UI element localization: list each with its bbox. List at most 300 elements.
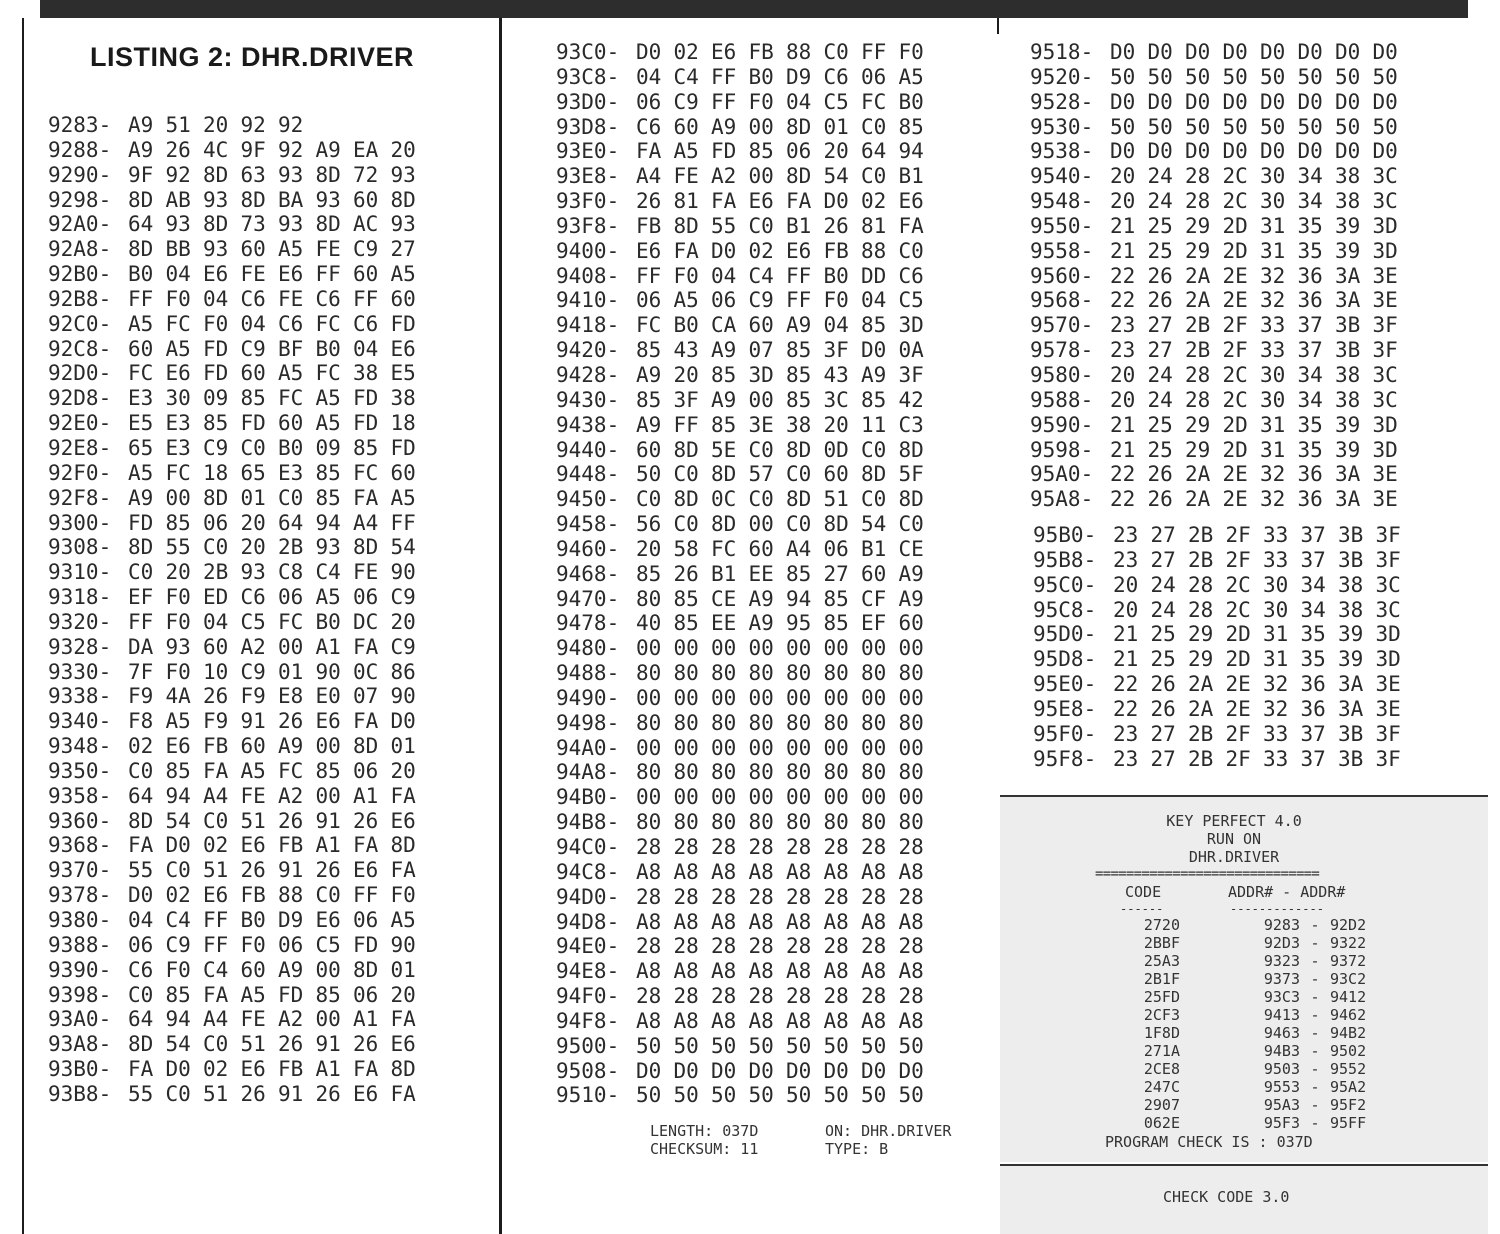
hex-byte: 00 — [748, 387, 774, 412]
hex-byte: 20 — [1110, 189, 1136, 214]
hex-byte: B1 — [786, 213, 812, 238]
hex-byte: A9 — [278, 734, 304, 759]
row-address: 95B8- — [1033, 547, 1097, 572]
hex-byte: FC — [711, 536, 737, 561]
hex-byte: 3B — [1335, 313, 1361, 338]
hex-row — [48, 535, 428, 560]
hex-row — [1030, 388, 1410, 413]
hex-row — [48, 759, 428, 784]
hex-byte: D0 — [128, 883, 154, 908]
hex-byte: C0 — [673, 512, 699, 537]
row-address: 9578- — [1030, 338, 1094, 363]
code-column-header: CODE — [1125, 883, 1162, 901]
hex-byte: 3D — [1372, 213, 1398, 238]
hex-byte: C0 — [748, 437, 774, 462]
hex-byte: 32 — [1260, 288, 1286, 313]
hex-byte: A1 — [353, 1007, 379, 1032]
hex-byte: F0 — [165, 957, 191, 982]
hex-byte: 22 — [1110, 263, 1136, 288]
hex-byte: 33 — [1260, 338, 1286, 363]
row-address: 93A0- — [48, 1007, 112, 1032]
hex-byte: 50 — [1335, 64, 1361, 89]
hex-byte: F0 — [240, 932, 266, 957]
hex-byte: 80 — [823, 760, 849, 785]
hex-byte: 2B — [1188, 721, 1214, 746]
hex-byte: 33 — [1263, 523, 1289, 547]
hex-row — [48, 212, 428, 237]
hex-byte: 8D — [711, 512, 737, 537]
hex-byte: 28 — [1185, 387, 1211, 412]
hex-byte: 00 — [636, 685, 662, 710]
hex-byte: 8D — [128, 187, 154, 212]
hex-byte: 26 — [1150, 696, 1176, 721]
hex-byte: 85 — [165, 982, 191, 1007]
hex-byte: C4 — [673, 64, 699, 89]
hex-byte: 37 — [1300, 721, 1326, 746]
hex-byte: 80 — [898, 661, 924, 686]
hex-byte: 02 — [673, 40, 699, 64]
hex-byte: 81 — [673, 189, 699, 214]
hex-byte: 85 — [673, 586, 699, 611]
hex-byte: 51 — [823, 487, 849, 512]
hex-byte: 2D — [1225, 622, 1251, 647]
hex-byte: 00 — [315, 783, 341, 808]
addr-column-header: ADDR# - ADDR# — [1228, 883, 1346, 901]
hex-byte: 3E — [1375, 696, 1401, 721]
hex-byte: FE — [240, 783, 266, 808]
row-address: 9388- — [48, 932, 112, 957]
hex-byte: 64 — [861, 139, 887, 164]
hex-byte: FC — [278, 609, 304, 634]
hex-byte: 2A — [1188, 696, 1214, 721]
hex-byte: 3C — [1372, 164, 1398, 189]
row-address: 95D8- — [1033, 647, 1097, 672]
hex-row — [556, 40, 936, 65]
hex-byte: 4A — [165, 684, 191, 709]
hex-byte: 00 — [748, 512, 774, 537]
hex-byte: 04 — [165, 262, 191, 287]
hex-row — [556, 288, 936, 313]
hex-byte: 0D — [823, 437, 849, 462]
hex-byte: A8 — [673, 909, 699, 934]
hex-byte: A8 — [861, 909, 887, 934]
hex-byte: 2D — [1222, 412, 1248, 437]
hex-byte: FC — [636, 313, 662, 338]
hex-byte: 27 — [1150, 721, 1176, 746]
hex-byte: 60 — [390, 286, 416, 311]
hex-row — [48, 188, 428, 213]
hex-byte: 2C — [1222, 362, 1248, 387]
hex-byte: 00 — [315, 957, 341, 982]
hex-row — [48, 958, 428, 983]
addr-to: 94B2 — [1330, 1024, 1367, 1042]
hex-row — [556, 885, 936, 910]
hex-byte: E6 — [315, 908, 341, 932]
addr-to: 9322 — [1330, 934, 1367, 952]
hex-byte: C0 — [861, 164, 887, 189]
hex-byte: E6 — [203, 883, 229, 908]
hex-row — [1033, 722, 1413, 747]
hex-byte: C5 — [898, 288, 924, 313]
hex-byte: FE — [240, 1007, 266, 1032]
hex-byte: F0 — [165, 609, 191, 634]
hex-byte: 20 — [1110, 362, 1136, 387]
hex-row — [556, 785, 936, 810]
hex-row — [1033, 523, 1413, 548]
key-perfect-row — [1110, 1060, 1488, 1078]
hex-byte: D0 — [786, 1058, 812, 1083]
hex-byte: E8 — [278, 684, 304, 709]
hex-byte: 21 — [1113, 622, 1139, 647]
hex-byte: DA — [128, 634, 154, 659]
addr-from: 95A3 — [1263, 1096, 1300, 1114]
hex-byte: 80 — [898, 760, 924, 785]
hex-byte: 04 — [636, 64, 662, 89]
hex-byte: 25 — [1147, 412, 1173, 437]
addr-to: 93C2 — [1330, 970, 1367, 988]
hex-byte: 3D — [1372, 412, 1398, 437]
hex-byte: C0 — [786, 512, 812, 537]
key-perfect-row — [1110, 916, 1488, 934]
hex-byte: 58 — [673, 536, 699, 561]
hex-byte: 38 — [1338, 597, 1364, 622]
hex-byte: A1 — [315, 1057, 341, 1082]
hex-byte: 30 — [1263, 597, 1289, 622]
hex-byte: 8D — [240, 187, 266, 212]
hex-byte: A5 — [390, 262, 416, 287]
hex-byte: 50 — [636, 462, 662, 487]
hex-row — [48, 709, 428, 734]
hex-byte: E6 — [748, 189, 774, 214]
hex-byte: 50 — [1260, 114, 1286, 139]
hex-byte: 34 — [1297, 189, 1323, 214]
hex-byte: 29 — [1185, 238, 1211, 263]
hex-byte: 25 — [1147, 213, 1173, 238]
hex-byte: A4 — [203, 1007, 229, 1032]
hex-byte: 91 — [278, 1081, 304, 1106]
row-address: 9420- — [556, 338, 620, 363]
hex-byte: 20 — [1113, 572, 1139, 597]
hex-row — [1030, 313, 1410, 338]
hex-byte: A8 — [711, 909, 737, 934]
row-address: 9528- — [1030, 89, 1094, 114]
hex-byte: A8 — [861, 1008, 887, 1033]
hex-row — [1033, 672, 1413, 697]
hex-row — [48, 287, 428, 312]
hex-byte: 28 — [748, 934, 774, 959]
hex-byte: A2 — [278, 1007, 304, 1032]
hex-byte: 80 — [786, 710, 812, 735]
hex-row — [1030, 40, 1410, 65]
hex-byte: D0 — [636, 1058, 662, 1083]
hex-byte: 26 — [353, 808, 379, 833]
hex-byte: 63 — [240, 162, 266, 187]
hex-byte: FD — [390, 435, 416, 460]
hex-byte: 28 — [861, 934, 887, 959]
hex-byte: A5 — [315, 386, 341, 411]
hex-byte: 80 — [786, 661, 812, 686]
hex-byte: FB — [636, 213, 662, 238]
hex-byte: 3C — [1372, 362, 1398, 387]
hex-byte: 06 — [353, 982, 379, 1007]
hex-byte: 28 — [711, 934, 737, 959]
hex-byte: 2D — [1222, 437, 1248, 462]
hex-row — [1030, 363, 1410, 388]
hex-byte: E6 — [315, 709, 341, 734]
hex-byte: C0 — [786, 462, 812, 487]
hex-byte: 26 — [203, 684, 229, 709]
hex-byte: C0 — [165, 858, 191, 883]
row-address: 9468- — [556, 561, 620, 586]
hex-byte: 02 — [203, 1057, 229, 1082]
hex-byte: 36 — [1300, 672, 1326, 697]
row-address: 9398- — [48, 982, 112, 1007]
hex-byte: 20 — [823, 412, 849, 437]
hex-byte: 64 — [128, 212, 154, 237]
hex-byte: 55 — [711, 213, 737, 238]
hex-byte: 3D — [898, 313, 924, 338]
hex-byte: A5 — [165, 709, 191, 734]
hex-byte: 8D — [786, 114, 812, 139]
hex-byte: 00 — [748, 114, 774, 139]
hex-byte: C5 — [823, 89, 849, 114]
row-address: 93C8- — [556, 64, 620, 89]
hex-byte: A5 — [390, 485, 416, 510]
hex-byte: F0 — [673, 263, 699, 288]
hex-byte: 37 — [1297, 338, 1323, 363]
row-address: 93E0- — [556, 139, 620, 164]
hex-byte: FC — [165, 311, 191, 336]
hex-byte: 25 — [1147, 437, 1173, 462]
row-address: 94A8- — [556, 760, 620, 785]
hex-byte: 80 — [861, 710, 887, 735]
hex-byte: FF — [711, 89, 737, 114]
hex-byte: 38 — [353, 361, 379, 386]
hex-byte: 06 — [711, 288, 737, 313]
hex-byte: 50 — [1185, 64, 1211, 89]
hex-byte: F0 — [165, 286, 191, 311]
hex-byte: 80 — [636, 760, 662, 785]
hex-byte: 8D — [673, 487, 699, 512]
hex-byte: 35 — [1300, 622, 1326, 647]
key-perfect-row — [1110, 1114, 1488, 1132]
row-address: 9368- — [48, 833, 112, 858]
hex-byte: 93 — [315, 187, 341, 212]
hex-byte: 50 — [1110, 64, 1136, 89]
hex-byte: FA — [390, 858, 416, 883]
hex-byte: FC — [315, 311, 341, 336]
hex-byte: 00 — [278, 634, 304, 659]
hex-byte: 00 — [748, 164, 774, 189]
hex-byte: D0 — [1147, 40, 1173, 64]
hex-byte: 0A — [898, 338, 924, 363]
hex-byte: 36 — [1297, 487, 1323, 512]
hex-byte: 28 — [673, 884, 699, 909]
hex-byte: 2E — [1222, 288, 1248, 313]
hex-byte: 00 — [861, 636, 887, 661]
hex-byte: 80 — [898, 710, 924, 735]
hex-byte: 88 — [278, 883, 304, 908]
hex-byte: A9 — [861, 362, 887, 387]
hex-byte: E6 — [786, 238, 812, 263]
hex-byte: 28 — [673, 934, 699, 959]
hex-byte: A5 — [673, 139, 699, 164]
hex-byte: C0 — [636, 487, 662, 512]
hex-byte: 8D — [390, 1057, 416, 1082]
hex-byte: 51 — [240, 1032, 266, 1057]
hex-byte: E5 — [390, 361, 416, 386]
hex-byte: 36 — [1297, 263, 1323, 288]
hex-byte: D0 — [1260, 40, 1286, 64]
hex-byte: 50 — [1147, 114, 1173, 139]
hex-byte: 33 — [1263, 746, 1289, 771]
hex-byte: 25 — [1147, 238, 1173, 263]
hex-byte: FF — [353, 286, 379, 311]
hex-byte: 38 — [1335, 362, 1361, 387]
hex-byte: A8 — [898, 859, 924, 884]
hex-byte: 51 — [203, 858, 229, 883]
hex-row — [48, 486, 428, 511]
hex-byte: 28 — [711, 884, 737, 909]
hex-byte: 20 — [165, 560, 191, 585]
hex-byte: D0 — [1297, 89, 1323, 114]
hex-byte: 02 — [165, 883, 191, 908]
hex-byte: 3D — [1372, 437, 1398, 462]
hex-byte: 7F — [128, 659, 154, 684]
hex-byte: FA — [128, 1057, 154, 1082]
hex-byte: 35 — [1300, 647, 1326, 672]
hex-byte: F9 — [203, 709, 229, 734]
row-address: 94E0- — [556, 934, 620, 959]
hex-byte: 37 — [1300, 746, 1326, 771]
hex-byte: D9 — [786, 64, 812, 89]
hex-byte: D0 — [1185, 139, 1211, 164]
hex-byte: E6 — [240, 1057, 266, 1082]
hex-byte: 2A — [1185, 263, 1211, 288]
hex-byte: FB — [240, 883, 266, 908]
row-address: 9530- — [1030, 114, 1094, 139]
hex-byte: 28 — [823, 884, 849, 909]
hex-byte: 8D — [673, 213, 699, 238]
hex-byte: 24 — [1147, 189, 1173, 214]
hex-byte: 18 — [390, 411, 416, 436]
hex-byte: 73 — [240, 212, 266, 237]
hex-byte: A5 — [315, 585, 341, 610]
hex-byte: 00 — [861, 685, 887, 710]
hex-byte: C6 — [240, 585, 266, 610]
hex-byte: C0 — [898, 512, 924, 537]
hex-byte: 80 — [748, 810, 774, 835]
hex-byte: A8 — [636, 959, 662, 984]
hex-byte: FD — [711, 139, 737, 164]
hex-byte: E6 — [353, 858, 379, 883]
hex-byte: 3D — [1375, 647, 1401, 672]
hex-byte: A8 — [673, 859, 699, 884]
hex-byte: A9 — [128, 137, 154, 162]
hex-byte: C4 — [315, 560, 341, 585]
row-address: 9518- — [1030, 40, 1094, 64]
hex-byte: 85 — [636, 387, 662, 412]
hex-byte: 29 — [1188, 647, 1214, 672]
hex-row — [556, 462, 936, 487]
hex-byte: ED — [203, 585, 229, 610]
hex-byte: FA — [353, 634, 379, 659]
hex-byte: B0 — [898, 89, 924, 114]
hex-byte: 64 — [128, 1007, 154, 1032]
hex-byte: 39 — [1335, 238, 1361, 263]
hex-byte: B0 — [673, 313, 699, 338]
hex-byte: 80 — [636, 661, 662, 686]
hex-byte: 60 — [748, 536, 774, 561]
hex-byte: 35 — [1297, 213, 1323, 238]
hex-byte: 65 — [240, 460, 266, 485]
checksum-code: 062E — [1143, 1114, 1180, 1132]
hex-byte: 26 — [315, 1081, 341, 1106]
row-address: 92A0- — [48, 212, 112, 237]
hex-byte: BA — [278, 187, 304, 212]
addr-separator: - — [1310, 1042, 1320, 1060]
hex-byte: 06 — [353, 585, 379, 610]
row-address: 9418- — [556, 313, 620, 338]
hex-byte: 8D — [128, 535, 154, 560]
hex-row — [556, 760, 936, 785]
hex-byte: FE — [240, 262, 266, 287]
hex-byte: 34 — [1297, 362, 1323, 387]
hex-byte: 06 — [278, 585, 304, 610]
hex-byte: A9 — [786, 313, 812, 338]
row-address: 9558- — [1030, 238, 1094, 263]
hex-byte: 92 — [165, 162, 191, 187]
hex-byte: 26 — [1147, 288, 1173, 313]
addr-from: 94B3 — [1263, 1042, 1300, 1060]
hex-byte: A9 — [748, 611, 774, 636]
hex-byte: A9 — [711, 114, 737, 139]
hex-byte: 06 — [861, 64, 887, 89]
hex-byte: 85 — [786, 362, 812, 387]
hex-byte: 2D — [1225, 647, 1251, 672]
hex-byte: FD — [353, 386, 379, 411]
hex-byte: 85 — [315, 460, 341, 485]
hex-byte: B0 — [823, 263, 849, 288]
hex-byte: 2B — [1188, 746, 1214, 771]
hex-byte: 31 — [1260, 238, 1286, 263]
hex-byte: A9 — [711, 338, 737, 363]
hex-byte: 28 — [1185, 164, 1211, 189]
hex-byte: 06 — [203, 510, 229, 535]
hex-byte: 8D — [861, 462, 887, 487]
hex-byte: D0 — [823, 1058, 849, 1083]
hex-byte: FA — [353, 709, 379, 734]
hex-byte: A8 — [711, 1008, 737, 1033]
hex-byte: 20 — [390, 982, 416, 1007]
hex-byte: A2 — [240, 634, 266, 659]
hex-row — [48, 1082, 428, 1107]
hex-byte: C9 — [390, 585, 416, 610]
hex-byte: 26 — [165, 137, 191, 162]
hex-byte: 39 — [1338, 622, 1364, 647]
hex-byte: C3 — [898, 412, 924, 437]
hex-byte: 00 — [823, 785, 849, 810]
hex-byte: 07 — [748, 338, 774, 363]
hex-byte: D0 — [1335, 40, 1361, 64]
hex-byte: A8 — [823, 909, 849, 934]
hex-byte: 00 — [636, 735, 662, 760]
hex-row — [1033, 548, 1413, 573]
hex-byte: FA — [786, 189, 812, 214]
hex-byte: 3F — [673, 387, 699, 412]
hex-row — [556, 388, 936, 413]
hex-row — [48, 461, 428, 486]
